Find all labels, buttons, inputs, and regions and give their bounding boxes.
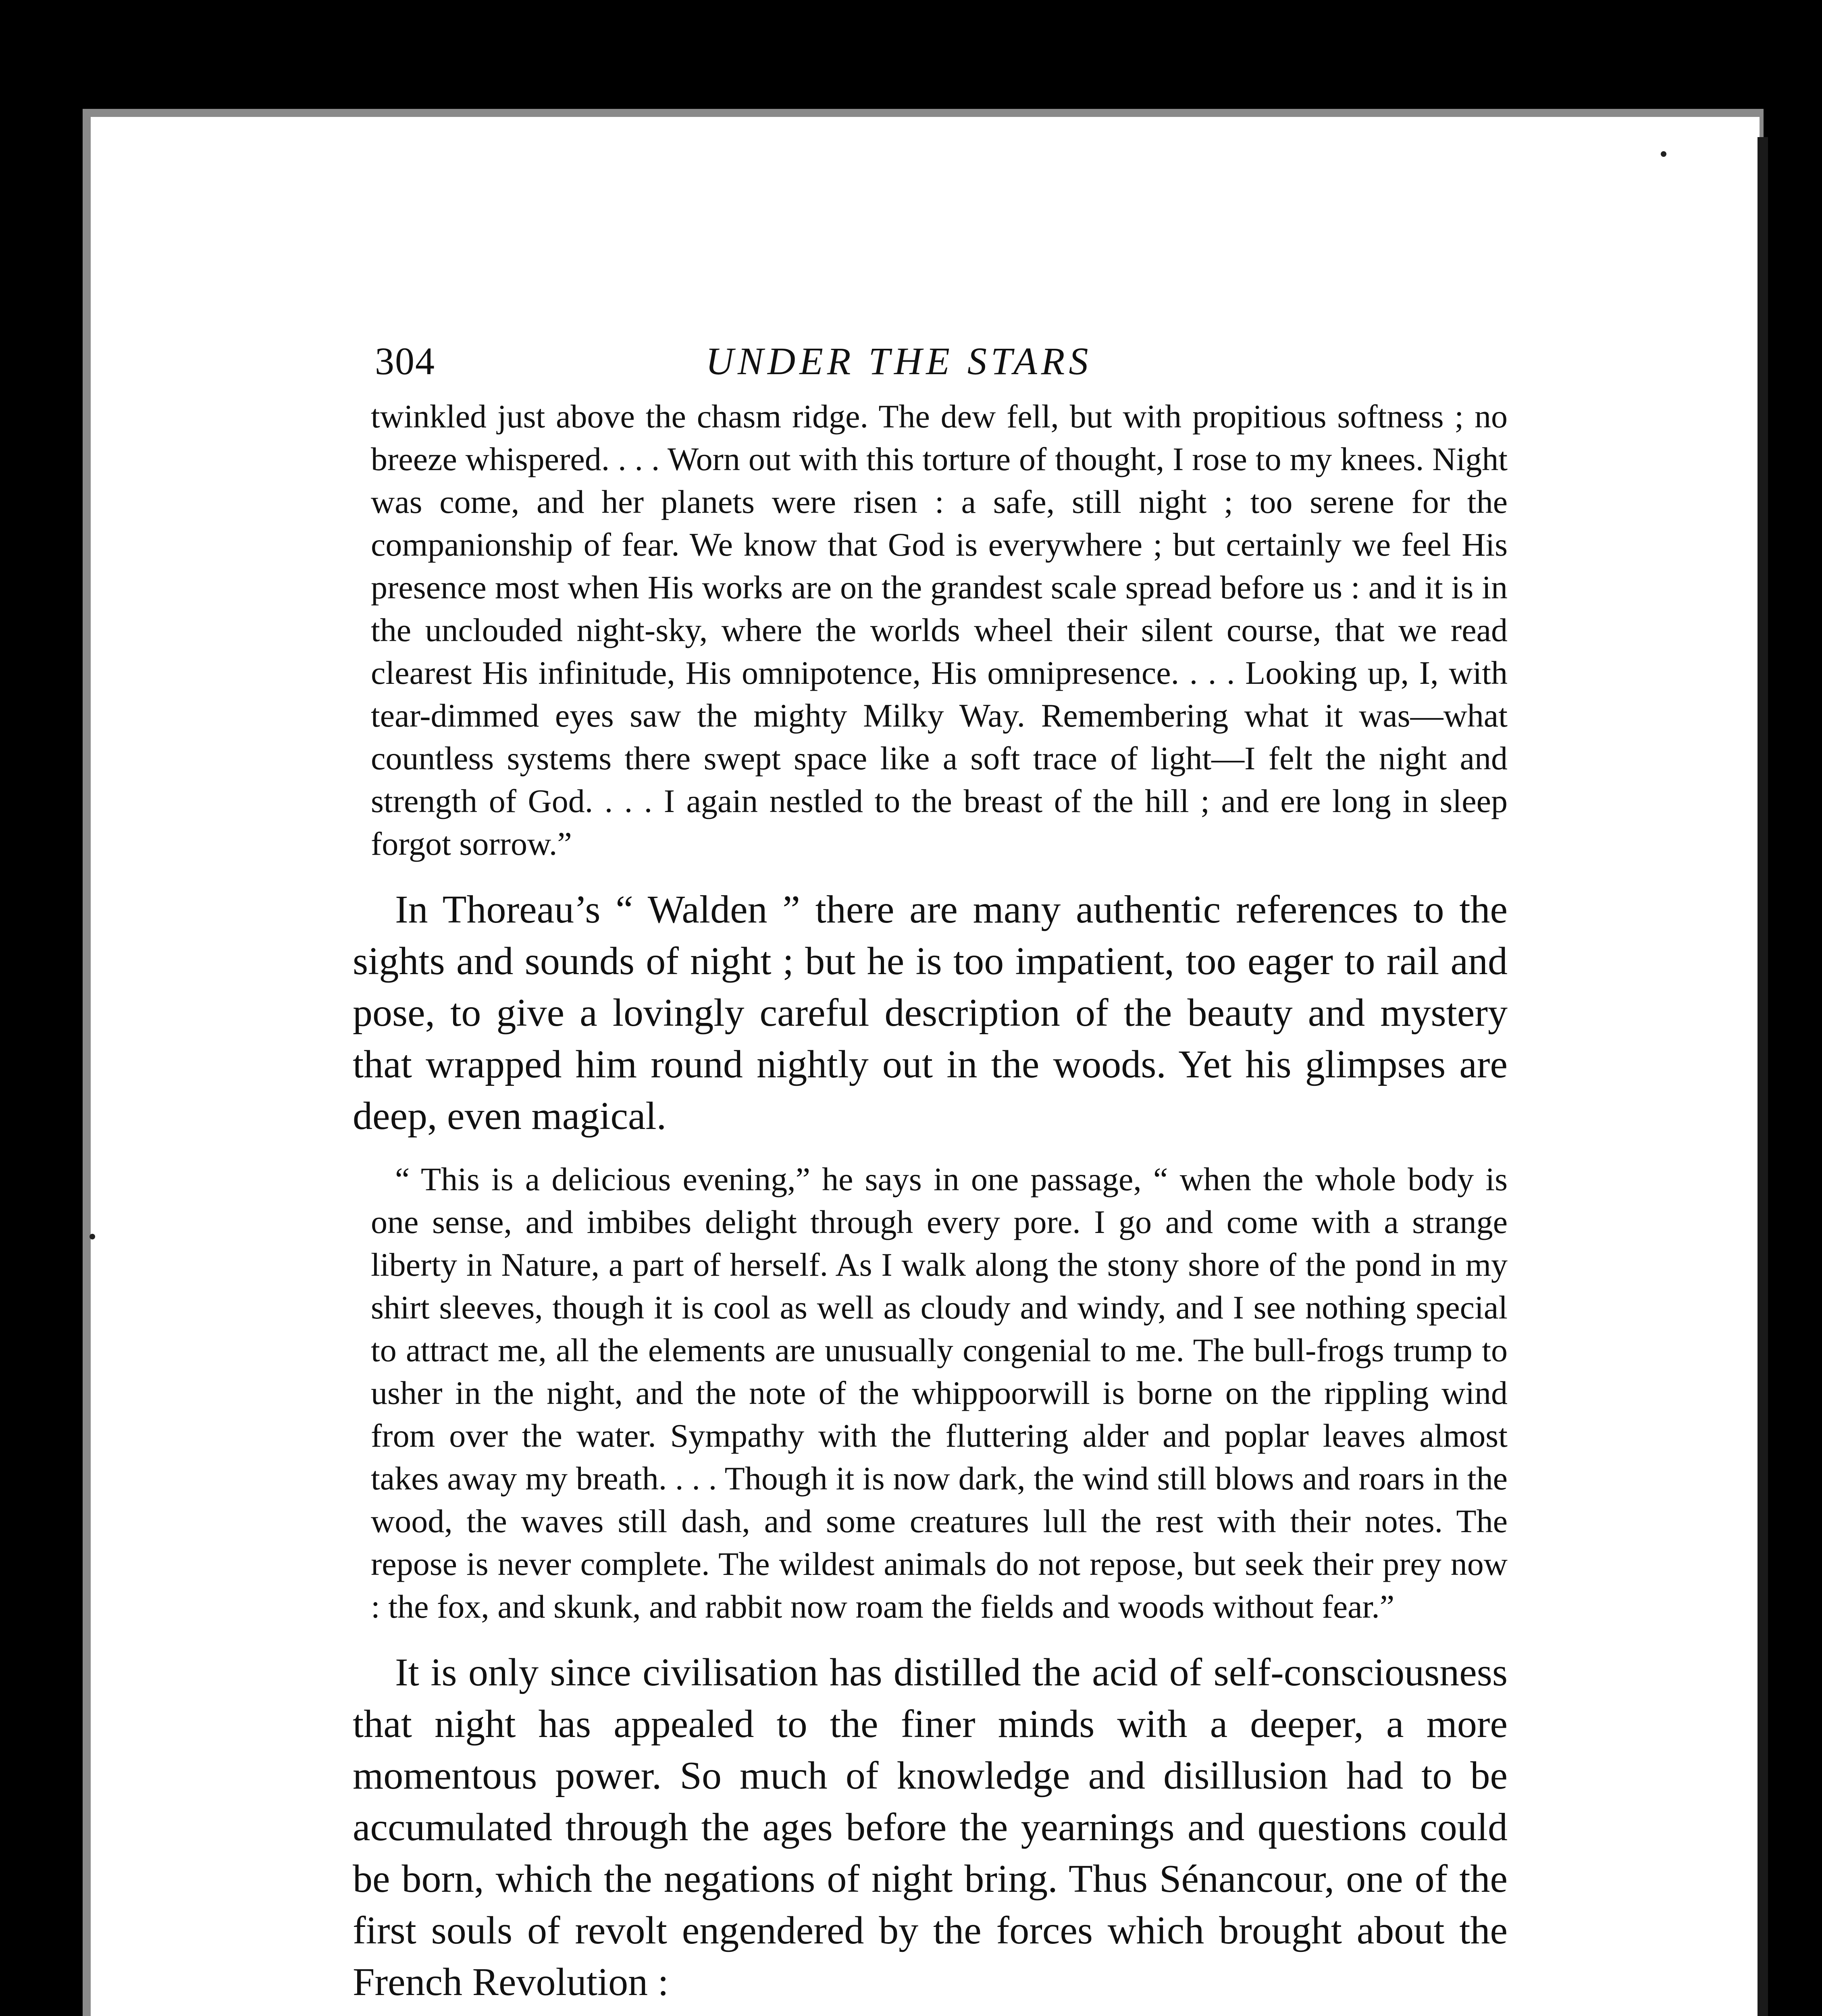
- page-heading: UNDER THE STARS: [705, 339, 1092, 383]
- body-paragraph-thoreau: In Thoreau’s “ Walden ” there are many authentic references to the sights and sounds of night ; but he is too impatient, too eager to rail and pose, to give a lovingly careful description of the beauty and mystery that wrapped him round nightly out in the woods. Yet his glimpses are deep, even magical.: [353, 888, 1508, 1138]
- body-paragraph-civilisation: It is only since civilisation has distilled the acid of self-consciousness that night has appealed to the finer minds with a deeper, a more momentous power. So much of knowledge and disillusion had to be accumulated through the ages before the yearnings and questions could be born, which the negations of night bring. Thus Sénancour, one of the first souls of revolt engendered by the forces which brought about the French Revolution :: [353, 1651, 1508, 2004]
- quote-paragraph-thoreau: “ This is a delicious evening,” he says in one passage, “ when the whole body is one sense, and imbibes delight through every pore. I go and come with a strange liberty in Nature, a part of herself. As I walk along the stony shore of the pond in my shirt sleeves, though it is cool as well as cloudy and windy, and I see nothing special to attract me, all the elements are unusually congenial to me. The bull-frogs trump to usher in the night, and the note of the whippoorwill is borne on the rippling wind from over the water. Sympathy with the fluttering alder and poplar leaves almost takes away my breath. . . . Though it is now dark, the wind still blows and roars in the wood, the waves still dash, and some creatures lull the rest with their notes. The repose is never complete. The wildest animals do not repose, but seek their prey now : the fox, and skunk, and rabbit now roam the fields and woods without fear.”: [371, 1161, 1508, 1625]
- text-block: [282, 339, 1516, 2016]
- running-head: [282, 339, 1516, 395]
- speck-left-margin: [89, 1234, 95, 1239]
- speck-top-right: [1661, 151, 1666, 157]
- page-edge: [1758, 137, 1768, 2016]
- quote-continuation-paragraph: twinkled just above the chasm ridge. The dew fell, but with propitious softness ; no breeze whispered. . . . Worn out with this torture of thought, I rose to my knees. Night was come, and her planets were risen : a safe, still night ; too serene for the companionship of fear. We know that God is everywhere ; but certainly we feel His presence most when His works are on the grandest scale spread before us : and it is in the unclouded night-sky, where the worlds wheel their silent course, that we read clearest His infinitude, His omnipotence, His omnipresence. . . . Looking up, I, with tear-dimmed eyes saw the mighty Milky Way. Remembering what it was—what countless systems there swept space like a soft trace of light—I felt the night and strength of God. . . . I again nestled to the breast of the hill ; and ere long in sleep forgot sorrow.”: [371, 398, 1508, 862]
- page-number: 304: [375, 339, 435, 383]
